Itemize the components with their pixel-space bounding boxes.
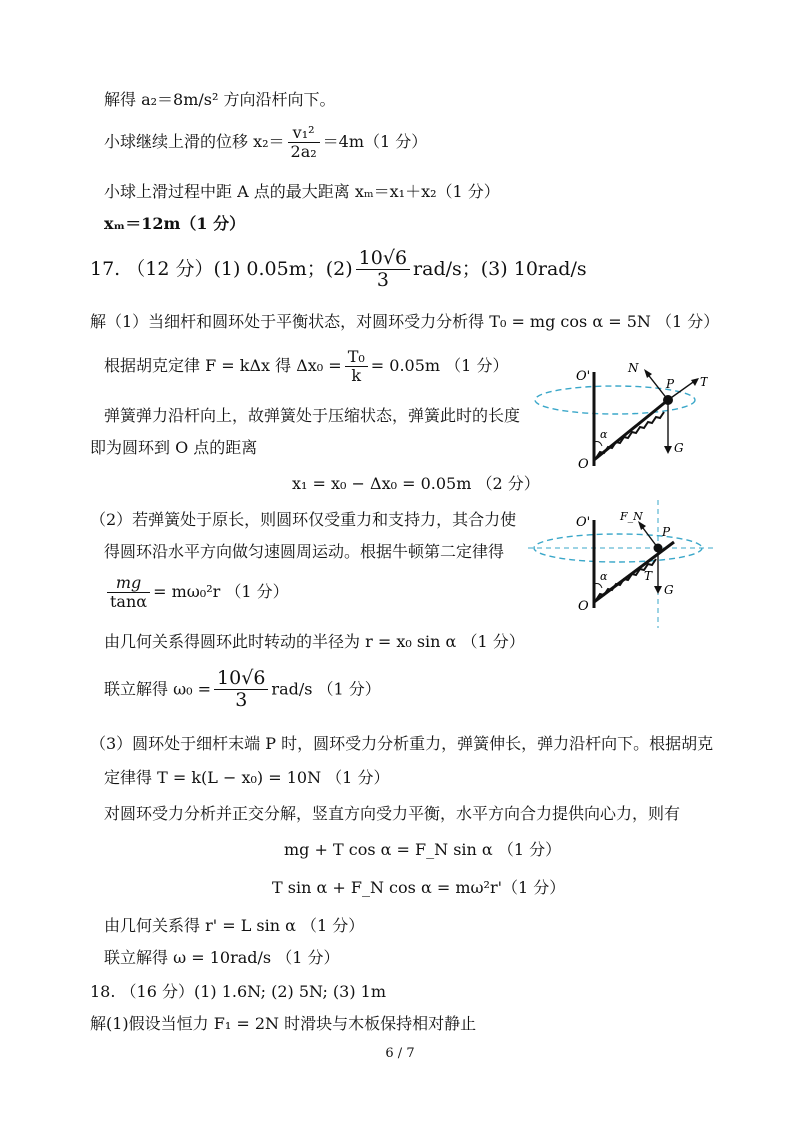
- q17-omega0: [104, 668, 381, 712]
- x2-denominator: 2a₂: [290, 141, 317, 161]
- force-diagram-rotating: [528, 500, 718, 630]
- q17-horizontal-eq: T sin α + F_N cos α = mω²r'（1 分）: [272, 878, 566, 897]
- hooke-numerator: T₀: [345, 348, 368, 367]
- label-t: T: [700, 375, 708, 389]
- label-g: G: [674, 441, 684, 455]
- q17-radius: 由几何关系得圆环此时转动的半径为 r = x₀ sin α （1 分）: [104, 632, 525, 651]
- gravity-arrowhead-icon: [654, 586, 662, 594]
- q17-part1-balance: 解（1）当细杆和圆环处于平衡状态，对圆环受力分析得 T₀ = mg cos α = 5N （1 分）: [90, 312, 720, 331]
- q17-fraction: [356, 248, 410, 292]
- label-p: P: [662, 525, 671, 539]
- centripetal-numerator: mg: [107, 574, 150, 593]
- label-fn: F_N: [620, 510, 643, 523]
- omega0-numerator: 10√6: [214, 668, 268, 690]
- page-number: 6 / 7: [385, 1046, 415, 1061]
- label-p: P: [666, 377, 675, 391]
- q17-vertical-eq: mg + T cos α = F_N sin α （1 分）: [284, 840, 562, 859]
- omega0-prefix: 联立解得 ω₀ =: [104, 679, 212, 699]
- omega0-suffix: rad/s （1 分）: [271, 679, 381, 699]
- q18-answers: 18. （16 分）(1) 1.6N; (2) 5N; (3) 1m: [90, 982, 387, 1001]
- gravity-arrowhead-icon: [664, 446, 672, 454]
- q17-distance-to-o: 即为圆环到 O 点的距离: [90, 438, 258, 457]
- q18-solution-start: 解(1)假设当恒力 F₁ = 2N 时滑块与木板保持相对静止: [90, 1014, 477, 1033]
- q17-x1-equation: x₁ = x₀ − Δx₀ = 0.05m （2 分）: [292, 474, 540, 493]
- line-x2: [104, 124, 427, 161]
- label-o: O: [578, 599, 589, 614]
- label-o-prime: O': [576, 369, 591, 384]
- q17-prefix: 17. （12 分）(1) 0.05m；(2): [90, 257, 353, 280]
- q17-denominator: 3: [376, 268, 389, 291]
- q17-r-prime: 由几何关系得 r' = L sin α （1 分）: [104, 916, 365, 935]
- x2-prefix: 小球继续上滑的位移 x₂＝: [104, 132, 285, 151]
- x2-fraction: [288, 124, 320, 161]
- normal-arrowhead-icon: [644, 369, 652, 378]
- q17-hooke-law: [104, 348, 508, 385]
- omega0-fraction: [214, 668, 268, 712]
- q17-part3-hooke: 定律得 T = k(L − x₀) = 10N （1 分）: [104, 768, 390, 787]
- force-diagram-equilibrium: [528, 356, 708, 474]
- hooke-prefix: 根据胡克定律 F = kΔx 得 Δx₀ =: [104, 356, 342, 375]
- line-xm-formula: 小球上滑过程中距 A 点的最大距离 xₘ＝x₁＋x₂（1 分）: [104, 182, 500, 201]
- label-o: O: [578, 457, 589, 472]
- centripetal-fraction: [107, 574, 150, 611]
- centripetal-denominator: tanα: [110, 591, 148, 611]
- q17-part2-intro: （2）若弹簧处于原长，则圆环仅受重力和支持力，其合力使: [90, 510, 517, 529]
- q17-centripetal-eq: [104, 574, 289, 611]
- normal-force-arrow: [646, 372, 668, 400]
- label-g: G: [664, 583, 674, 597]
- centripetal-suffix: = mω₀²r （1 分）: [153, 582, 289, 601]
- label-n: N: [628, 361, 639, 375]
- hooke-fraction: [345, 348, 368, 385]
- q17-spring-compressed: 弹簧弹力沿杆向上，故弹簧处于压缩状态，弹簧此时的长度: [104, 406, 521, 425]
- omega0-denominator: 3: [235, 688, 248, 711]
- q17-part3-decompose: 对圆环受力分析并正交分解，竖直方向受力平衡，水平方向合力提供向心力，则有: [104, 804, 681, 823]
- label-t: T: [644, 569, 653, 583]
- hooke-denominator: k: [351, 365, 362, 385]
- q17-answers: [90, 248, 587, 292]
- line-xm-value: xₘ＝12m（1 分）: [104, 214, 246, 233]
- label-alpha: α: [600, 428, 608, 441]
- x2-suffix: ＝4m（1 分）: [322, 132, 428, 151]
- hooke-suffix: = 0.05m （1 分）: [370, 356, 509, 375]
- line-a2: 解得 a₂＝8m/s² 方向沿杆向下。: [104, 90, 336, 109]
- x2-numerator: v₁²: [288, 124, 320, 143]
- q17-omega-result: 联立解得 ω = 10rad/s （1 分）: [104, 948, 340, 967]
- q17-part2-newton: 得圆环沿水平方向做匀速圆周运动。根据牛顿第二定律得: [104, 542, 505, 561]
- label-o-prime: O': [576, 515, 591, 530]
- q17-part3-intro: （3）圆环处于细杆末端 P 时，圆环受力分析重力，弹簧伸长，弹力沿杆向下。根据胡克: [90, 734, 714, 753]
- label-alpha: α: [600, 570, 608, 583]
- q17-suffix: rad/s；(3) 10rad/s: [413, 257, 587, 280]
- q17-numerator: 10√6: [356, 248, 410, 270]
